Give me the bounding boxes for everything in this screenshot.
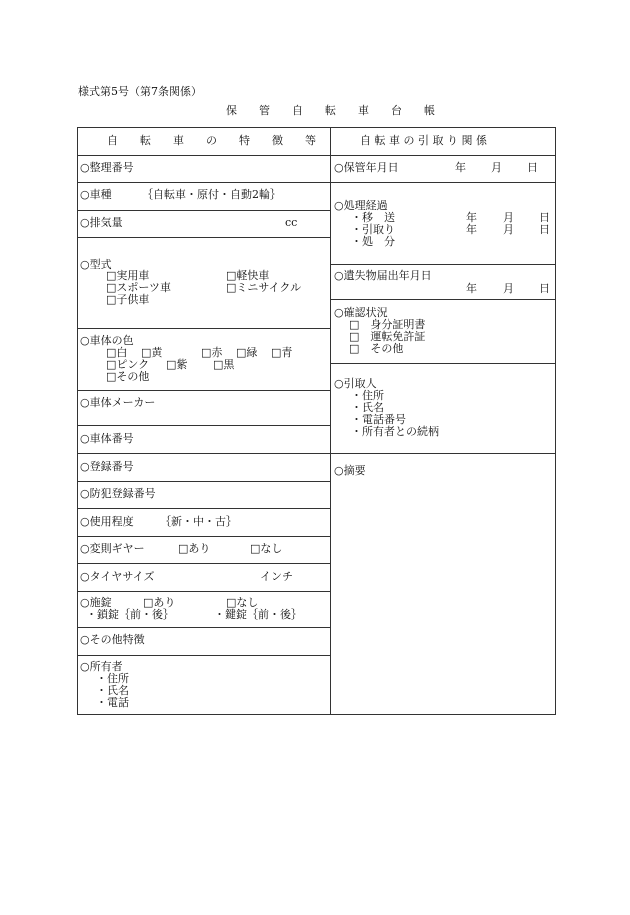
left-column-header: 自 転 車 の 特 徴 等	[107, 134, 316, 147]
verification-label: ○確認状況	[334, 306, 388, 319]
lock-label: ○施錠	[80, 596, 112, 609]
storage-year: 年	[455, 161, 466, 174]
tire-size-unit: インチ	[260, 570, 293, 583]
usage-label: ○使用程度	[80, 515, 134, 528]
displacement-unit: cc	[285, 216, 298, 229]
management-number-label: ○整理番号	[80, 161, 134, 174]
color-option: □その他	[106, 370, 150, 383]
remarks-label: ○摘要	[334, 464, 366, 477]
lost-property-month: 月	[503, 282, 514, 295]
left-row-line	[77, 536, 330, 537]
usage-options: ｛新・中・古｝	[160, 515, 237, 528]
right-row-line	[330, 363, 556, 364]
recipient-relationship: ・所有者との続柄	[351, 425, 439, 438]
verification-other-option: □ その他	[349, 342, 404, 355]
left-row-line	[77, 627, 330, 628]
owner-address: ・住所	[96, 672, 129, 685]
lost-property-date-label: ○遺失物届出年月日	[334, 269, 432, 282]
tire-size-label: ○タイヤサイズ	[80, 570, 155, 583]
transfer-day: 日	[539, 211, 550, 224]
transfer-year: 年	[466, 211, 477, 224]
gear-label: ○変則ギヤー	[80, 542, 145, 555]
lock-no-option: □なし	[226, 596, 259, 609]
owner-name: ・氏名	[96, 684, 129, 697]
pickup-day: 日	[539, 223, 550, 236]
model-option: □実用車	[106, 269, 150, 282]
lost-property-year: 年	[466, 282, 477, 295]
page-title: 保 管 自 転 車 台 帳	[226, 104, 435, 117]
left-row-line	[77, 655, 330, 656]
color-option: □紫	[166, 358, 188, 371]
left-row-line	[77, 390, 330, 391]
processing-label: ○処理経過	[334, 199, 388, 212]
model-option: □スポーツ車	[106, 281, 171, 294]
form-number: 様式第5号（第7条関係）	[78, 85, 202, 98]
color-option: □黄	[141, 346, 163, 359]
color-option: □黒	[213, 358, 235, 371]
storage-date-label: ○保管年月日	[334, 161, 399, 174]
transfer-item: ・移 送	[351, 211, 395, 224]
key-lock-option: ・鍵錠｛前・後｝	[214, 608, 302, 621]
gear-yes-option: □あり	[178, 542, 211, 555]
recipient-name: ・氏名	[351, 401, 384, 414]
transfer-month: 月	[503, 211, 514, 224]
recipient-label: ○引取人	[334, 377, 377, 390]
vehicle-type-label: ○車種	[80, 188, 112, 201]
owner-label: ○所有者	[80, 660, 123, 673]
color-option: □青	[271, 346, 293, 359]
color-option: □白	[106, 346, 128, 359]
pickup-item: ・引取り	[351, 223, 395, 236]
right-row-line	[330, 264, 556, 265]
owner-phone: ・電話	[96, 696, 129, 709]
left-row-line	[77, 508, 330, 509]
color-option: □赤	[201, 346, 223, 359]
registration-number-label: ○登録番号	[80, 460, 134, 473]
left-row-line	[77, 591, 330, 592]
lock-yes-option: □あり	[143, 596, 176, 609]
left-row-line	[77, 210, 330, 211]
maker-label: ○車体メーカー	[80, 396, 156, 409]
left-row-line	[77, 453, 556, 454]
right-column-header: 自 転 車 の 引 取 り 関 係	[360, 134, 487, 147]
color-option: □ピンク	[106, 358, 150, 371]
left-row-line	[77, 563, 330, 564]
model-option: □軽快車	[226, 269, 270, 282]
storage-day: 日	[527, 161, 538, 174]
vehicle-type-options: ｛自転車・原付・自動2輪｝	[142, 188, 281, 201]
left-row-line	[77, 237, 330, 238]
other-features-label: ○その他特徴	[80, 633, 145, 646]
disposal-item: ・処 分	[351, 235, 395, 248]
color-option: □緑	[236, 346, 258, 359]
displacement-label: ○排気量	[80, 216, 123, 229]
right-row-line	[330, 299, 556, 300]
verification-license-option: □ 運転免許証	[349, 330, 426, 343]
model-option: □子供車	[106, 293, 150, 306]
pickup-month: 月	[503, 223, 514, 236]
body-number-label: ○車体番号	[80, 432, 134, 445]
model-label: ○型式	[80, 258, 112, 271]
left-row-line	[77, 481, 330, 482]
verification-id-option: □ 身分証明書	[349, 318, 426, 331]
body-color-label: ○車体の色	[80, 334, 134, 347]
lost-property-day: 日	[539, 282, 550, 295]
model-option: □ミニサイクル	[226, 281, 302, 294]
chain-lock-option: ・鎖錠｛前・後｝	[86, 608, 174, 621]
recipient-phone: ・電話番号	[351, 413, 406, 426]
crime-prevention-number-label: ○防犯登録番号	[80, 487, 156, 500]
left-row-line	[77, 328, 330, 329]
recipient-address: ・住所	[351, 389, 384, 402]
right-row-line	[330, 182, 556, 183]
gear-no-option: □なし	[250, 542, 283, 555]
storage-month: 月	[491, 161, 502, 174]
left-row-line	[77, 155, 556, 156]
column-divider	[330, 127, 331, 715]
left-row-line	[77, 182, 330, 183]
pickup-year: 年	[466, 223, 477, 236]
left-row-line	[77, 425, 330, 426]
